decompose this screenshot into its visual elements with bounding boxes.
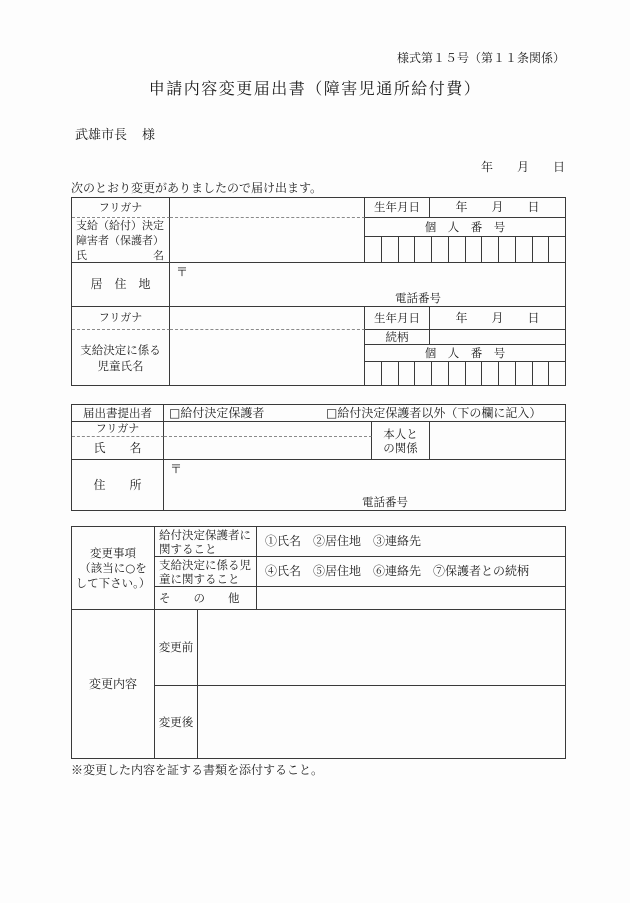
addressee-honorific: 様 bbox=[142, 128, 156, 143]
personal-number-box bbox=[498, 237, 515, 262]
phone-label: 電話番号 bbox=[395, 290, 441, 305]
change-options-other bbox=[257, 587, 565, 610]
child-furigana-label: フリガナ bbox=[72, 307, 170, 330]
personal-number-box bbox=[365, 362, 381, 385]
personal-number-box bbox=[465, 237, 482, 262]
change-category-guardian: 給付決定保護者に 関すること bbox=[155, 527, 257, 557]
personal-number-box bbox=[381, 362, 398, 385]
submitter-type-row bbox=[164, 405, 565, 422]
recipient-name-label: 支給（給付）決定 障害者（保護者） 氏 名 bbox=[72, 218, 170, 263]
personal-number-box bbox=[431, 237, 448, 262]
personal-number-box bbox=[381, 237, 398, 262]
residence-label: 居 住 地 bbox=[72, 263, 170, 307]
personal-number-box bbox=[431, 362, 448, 385]
date-line: 年 月 日 bbox=[480, 160, 565, 174]
personal-number-box bbox=[515, 362, 532, 385]
furigana-label: フリガナ bbox=[72, 198, 170, 218]
page-title: 申請内容変更届出書（障害児通所給付費） bbox=[148, 79, 482, 98]
change-options-child: ④氏名 ⑤居住地 ⑥連絡先 ⑦保護者との続柄 bbox=[257, 557, 565, 587]
personal-number-boxes bbox=[365, 237, 565, 263]
personal-number-box bbox=[481, 362, 498, 385]
child-birthdate-field: 年 月 日 bbox=[430, 307, 565, 330]
personal-number-box bbox=[481, 237, 498, 262]
change-options-guardian: ①氏名 ②居住地 ③連絡先 bbox=[257, 527, 565, 557]
child-name-label: 支給決定に係る 児童氏名 bbox=[72, 330, 170, 385]
checkbox-other: □給付決定保護者以外（下の欄に記入） bbox=[326, 405, 542, 420]
recipient-name-field bbox=[170, 218, 365, 263]
relation-field bbox=[430, 330, 565, 345]
personal-number-box bbox=[532, 237, 549, 262]
personal-number-box bbox=[365, 237, 381, 262]
submitter-name-label: 氏 名 bbox=[72, 437, 164, 460]
before-change-label: 変更前 bbox=[155, 610, 198, 686]
child-birthdate-label: 生年月日 bbox=[365, 307, 430, 330]
child-furigana-field bbox=[170, 307, 365, 330]
personal-number-box bbox=[498, 362, 515, 385]
recipient-table bbox=[71, 197, 566, 386]
personal-number-box bbox=[414, 237, 431, 262]
submitter-furigana-field bbox=[164, 422, 372, 437]
furigana-field bbox=[170, 198, 365, 218]
after-change-field bbox=[198, 686, 565, 758]
change-items-label: 変更事項 （該当に○を して下さい。） bbox=[72, 527, 155, 610]
addressee-line bbox=[75, 124, 155, 143]
personal-number-box bbox=[398, 237, 415, 262]
personal-number-box bbox=[448, 362, 465, 385]
child-name-field bbox=[170, 330, 365, 385]
submitter-furigana-label: フリガナ bbox=[72, 422, 164, 437]
before-change-field bbox=[198, 610, 565, 686]
personal-number-box bbox=[548, 362, 565, 385]
postal-mark: 〒 bbox=[176, 265, 189, 279]
personal-number-label: 個 人 番 号 bbox=[365, 218, 565, 237]
postal-mark: 〒 bbox=[170, 462, 183, 476]
change-category-child: 支給決定に係る児 童に関すること bbox=[155, 557, 257, 587]
personal-number-box bbox=[515, 237, 532, 262]
after-change-label: 変更後 bbox=[155, 686, 198, 758]
relation-label: 続柄 bbox=[365, 330, 430, 345]
child-personal-number-label: 個 人 番 号 bbox=[365, 345, 565, 362]
relation-to-person-field bbox=[430, 422, 565, 460]
submitter-name-field bbox=[164, 437, 372, 460]
checkbox-guardian: □給付決定保護者 bbox=[169, 405, 265, 420]
personal-number-box bbox=[414, 362, 431, 385]
personal-number-box bbox=[398, 362, 415, 385]
relation-to-person-label: 本人と の関係 bbox=[372, 422, 430, 460]
residence-field bbox=[170, 263, 565, 307]
personal-number-box bbox=[448, 237, 465, 262]
footnote: ※変更した内容を証する書類を添付すること。 bbox=[71, 763, 324, 777]
child-personal-number-boxes bbox=[365, 362, 565, 385]
form-number: 様式第１５号（第１１条関係） bbox=[396, 51, 565, 65]
submitter-label: 届出書提出者 bbox=[72, 405, 164, 422]
intro-text: 次のとおり変更がありましたので届け出ます。 bbox=[71, 181, 323, 195]
personal-number-box bbox=[532, 362, 549, 385]
submitter-table bbox=[71, 404, 566, 511]
personal-number-box bbox=[548, 237, 565, 262]
submitter-address-field bbox=[164, 460, 565, 510]
change-category-other: そ の 他 bbox=[155, 587, 257, 610]
addressee-name: 武雄市長 bbox=[75, 128, 128, 143]
submitter-address-label: 住 所 bbox=[72, 460, 164, 510]
birthdate-label: 生年月日 bbox=[365, 198, 430, 218]
change-details-label: 変更内容 bbox=[72, 610, 155, 758]
birthdate-field: 年 月 日 bbox=[430, 198, 565, 218]
phone-label: 電話番号 bbox=[362, 494, 408, 509]
change-table bbox=[71, 526, 566, 759]
personal-number-box bbox=[465, 362, 482, 385]
